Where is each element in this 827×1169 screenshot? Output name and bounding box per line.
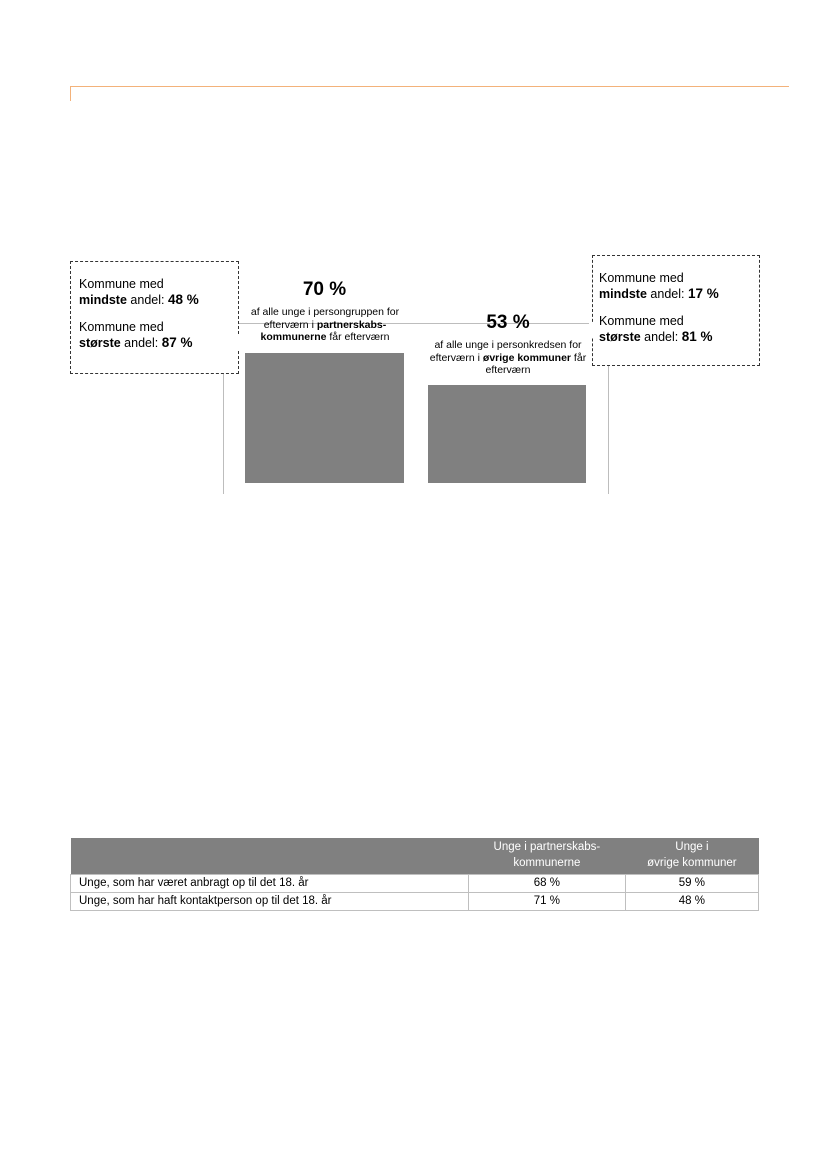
callout-min [79, 276, 230, 308]
comparison-table [70, 838, 759, 911]
callout-text: andel: [650, 287, 685, 301]
table-cell-value: 48 % [625, 893, 758, 911]
callout-bold: mindste [599, 287, 647, 301]
callout-min [599, 270, 753, 302]
callout-text: andel: [644, 330, 679, 344]
callout-value: 48 % [167, 292, 199, 307]
callout-bold: mindste [79, 293, 127, 307]
bar-ovrige-kommuner [428, 385, 586, 483]
header-rule [70, 86, 789, 87]
bar-caption: af alle unge i persongruppen for efterværn i partnerskabs- kommunerne får efterværn [250, 306, 400, 343]
callout-text: andel: [130, 293, 165, 307]
callout-right [592, 255, 760, 366]
table-cell-value: 68 % [469, 875, 626, 893]
table-header-partnerskab: Unge i partnerskabs- kommunerne [469, 838, 626, 875]
bar-partnerskabskommuner [245, 353, 404, 483]
callout-bold: største [79, 336, 121, 350]
table-header-row [71, 838, 759, 875]
callout-left [70, 261, 239, 374]
callout-text: andel: [124, 336, 159, 350]
callout-text: Kommune med [79, 320, 164, 334]
bar-caption: af alle unge i personkredsen for efterværn i øvrige kommuner får efterværn [423, 339, 593, 377]
table-cell-label: Unge, som har været anbragt op til det 18. år [71, 875, 469, 893]
callout-value: 87 % [161, 335, 193, 350]
callout-value: 81 % [681, 329, 713, 344]
table-cell-value: 71 % [469, 893, 626, 911]
callout-max [79, 319, 230, 351]
table-header-ovrige: Unge i øvrige kommuner [625, 838, 758, 875]
callout-bold: største [599, 330, 641, 344]
bar-value-label: 70 % [302, 279, 347, 300]
callout-pointer [589, 323, 597, 337]
table-row [71, 875, 759, 893]
callout-pointer [235, 335, 243, 349]
callout-text: Kommune med [599, 271, 684, 285]
table-cell-label: Unge, som har haft kontaktperson op til det 18. år [71, 893, 469, 911]
callout-max [599, 313, 753, 345]
bar-value-label: 53 % [486, 312, 530, 333]
callout-text: Kommune med [599, 314, 684, 328]
table-header-blank [71, 838, 469, 875]
table-cell-value: 59 % [625, 875, 758, 893]
table-row [71, 893, 759, 911]
callout-value: 17 % [687, 286, 719, 301]
callout-text: Kommune med [79, 277, 164, 291]
header-rule-tick [70, 86, 71, 101]
